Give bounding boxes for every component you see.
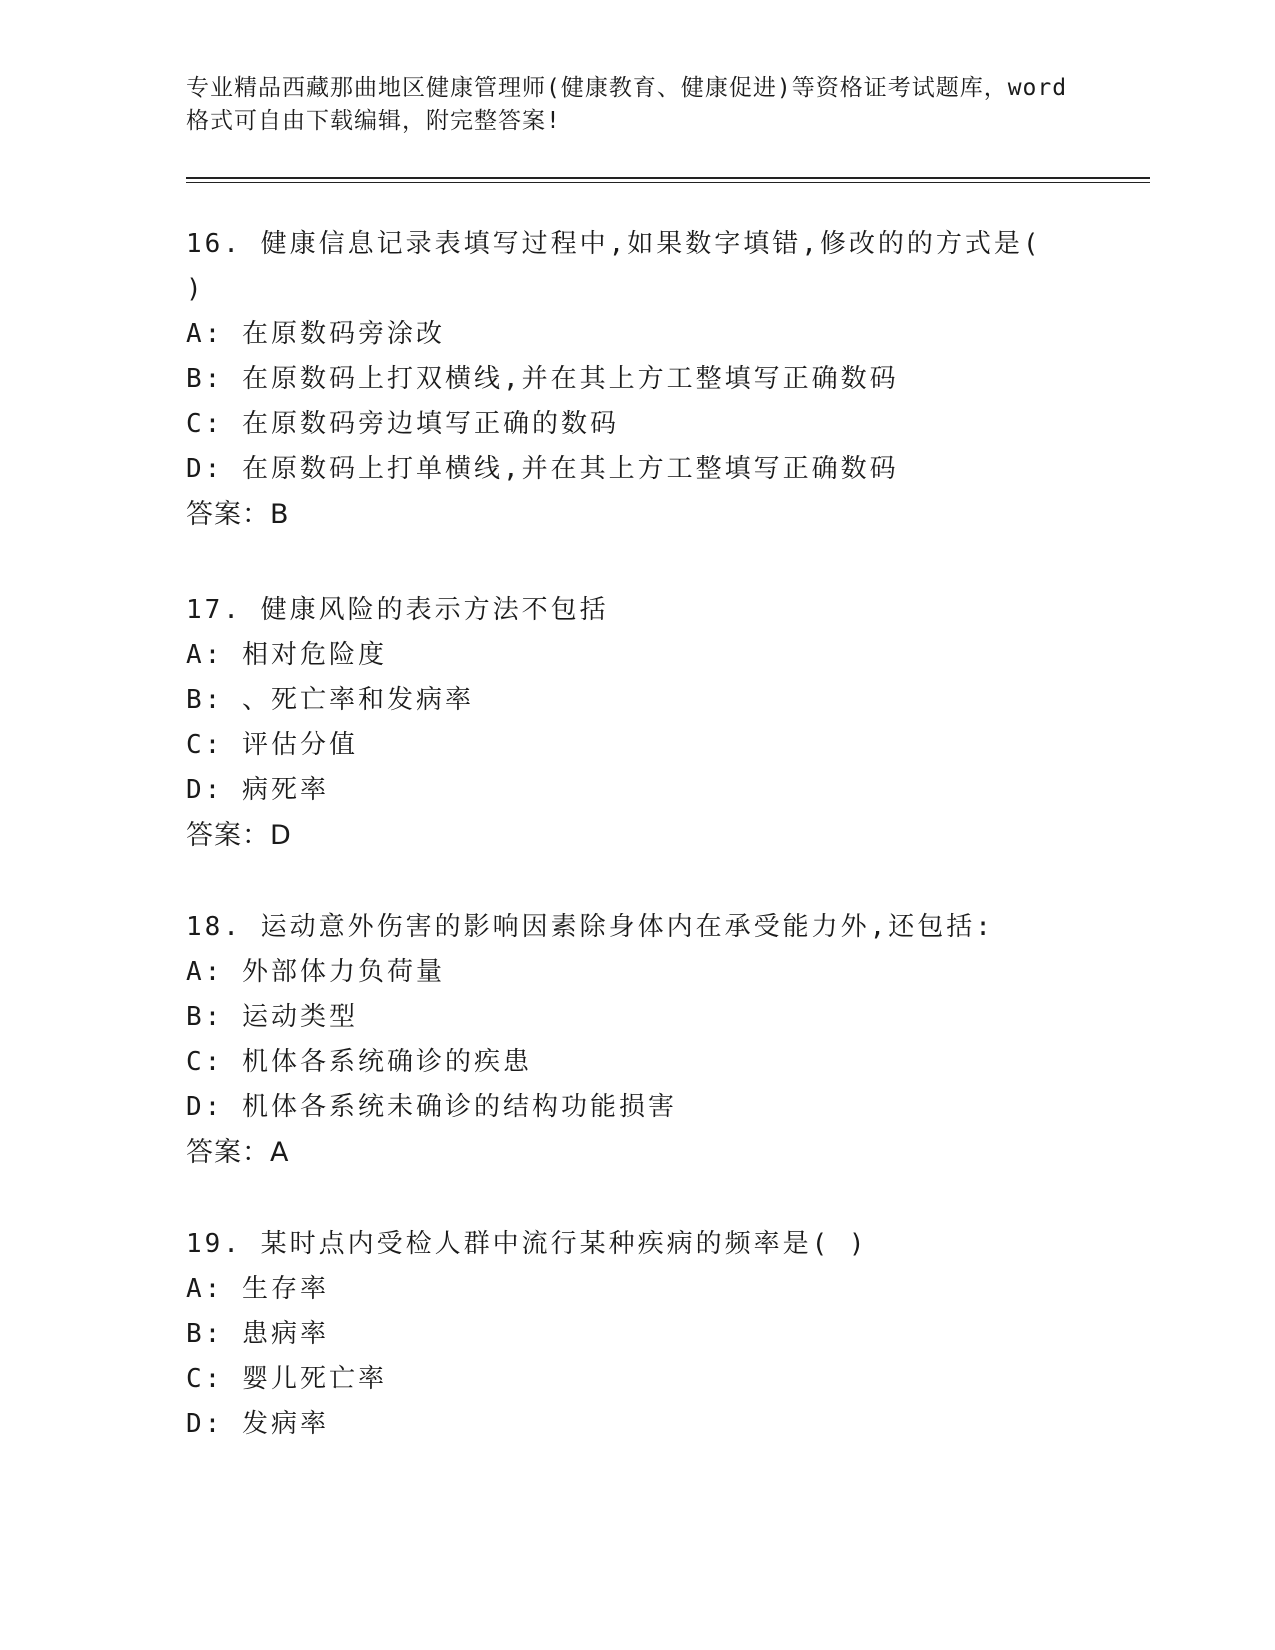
option-c: C: 在原数码旁边填写正确的数码: [186, 409, 619, 439]
question-16: [186, 222, 1066, 537]
header-divider-thick: [186, 177, 1150, 179]
option-c: C: 机体各系统确诊的疾患: [186, 1047, 532, 1077]
option-c: C: 婴儿死亡率: [186, 1364, 387, 1394]
question-stem: 16. 健康信息记录表填写过程中,如果数字填错,修改的的方式是(: [186, 229, 1042, 259]
question-stem: 18. 运动意外伤害的影响因素除身体内在承受能力外,还包括:: [186, 912, 994, 942]
option-d: D: 在原数码上打单横线,并在其上方工整填写正确数码: [186, 454, 899, 484]
header-line-1: 专业精品西藏那曲地区健康管理师(健康教育、健康促进)等资格证考试题库，word: [186, 75, 1068, 101]
option-b: B: 、死亡率和发病率: [186, 685, 474, 715]
header-divider-thin: [186, 182, 1150, 183]
option-b: B: 患病率: [186, 1319, 329, 1349]
question-17: [186, 588, 1066, 858]
option-b: B: 在原数码上打双横线,并在其上方工整填写正确数码: [186, 364, 899, 394]
option-a: A: 生存率: [186, 1274, 329, 1304]
option-c: C: 评估分值: [186, 730, 358, 760]
question-19: [186, 1222, 1066, 1447]
option-a: A: 外部体力负荷量: [186, 957, 445, 987]
answer: 答案：B: [186, 499, 290, 530]
question-18: [186, 905, 1066, 1175]
option-b: B: 运动类型: [186, 1002, 358, 1032]
option-d: D: 病死率: [186, 775, 329, 805]
document-header: [186, 72, 1086, 138]
option-a: A: 相对危险度: [186, 640, 387, 670]
question-stem-continued: ): [186, 274, 205, 304]
answer: 答案：D: [186, 820, 292, 851]
option-a: A: 在原数码旁涂改: [186, 319, 445, 349]
answer: 答案：A: [186, 1137, 290, 1168]
question-stem: 19. 某时点内受检人群中流行某种疾病的频率是( ): [186, 1229, 868, 1259]
option-d: D: 机体各系统未确诊的结构功能损害: [186, 1092, 677, 1122]
header-line-2: 格式可自由下载编辑，附完整答案!: [186, 108, 561, 134]
question-stem: 17. 健康风险的表示方法不包括: [186, 595, 609, 625]
option-d: D: 发病率: [186, 1409, 329, 1439]
